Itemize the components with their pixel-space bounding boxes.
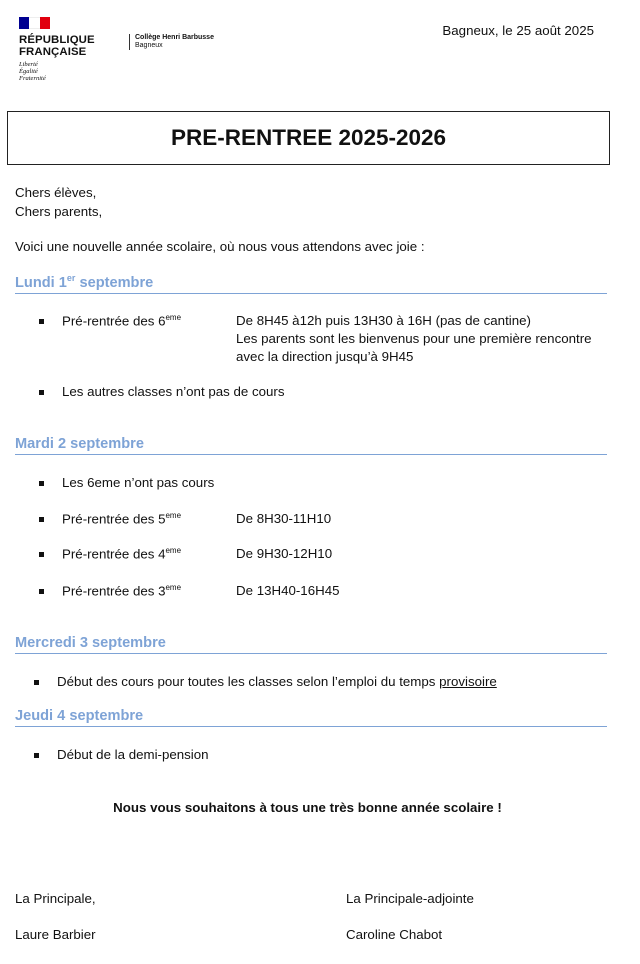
list-item-label: Les autres classes n’ont pas de cours [62,384,285,399]
college-name: Collège Henri Barbusse [135,34,214,41]
list-item-label: Pré-rentrée des 6eme [62,313,182,329]
list-item-detail: Les parents sont les bienvenus pour une première rencontre [236,331,592,346]
closing-message: Nous vous souhaitons à tous une très bonne année scolaire ! [113,800,502,815]
bullet-icon [39,517,44,522]
signature-right-role: La Principale-adjointe [346,891,474,906]
bullet-icon [39,552,44,557]
list-item-detail: De 8H45 à12h puis 13H30 à 16H (pas de cantine) [236,313,531,328]
list-item-detail: avec la direction jusqu’à 9H45 [236,349,414,364]
list-item-label: Début de la demi-pension [57,747,209,762]
college-city: Bagneux [135,42,163,49]
intro-text: Voici une nouvelle année scolaire, où nous vous attendons avec joie : [15,239,425,254]
list-item-detail: De 9H30-12H10 [236,546,333,561]
document-title: PRE-RENTREE 2025-2026 [170,125,447,150]
republic-motto: Liberté Égalité Fraternité [19,61,46,82]
list-item-detail: De 13H40-16H45 [236,583,340,598]
republic-name: RÉPUBLIQUE FRANÇAISE [19,34,95,58]
list-item-label: Pré-rentrée des 4eme [62,546,182,562]
list-item-label: Début des cours pour toutes les classes selon l’emploi du temps provisoire [57,674,497,689]
letter-date: Bagneux, le 25 août 2025 [442,23,594,38]
signature-left-name: Laure Barbier [15,927,96,942]
republique-francaise-logo [19,17,119,82]
bullet-icon [39,319,44,324]
bullet-icon [39,390,44,395]
signature-right-name: Caroline Chabot [346,927,443,942]
list-item-label: Les 6eme n’ont pas cours [62,475,215,490]
bullet-icon [39,589,44,594]
college-block [129,34,214,50]
bullet-icon [39,481,44,486]
signature-left-role: La Principale, [15,891,96,906]
list-item-detail: De 8H30-11H10 [236,511,332,526]
list-item-label: Pré-rentrée des 5eme [62,511,182,527]
section-heading-monday: Lundi 1er septembre [15,273,607,294]
section-heading-tuesday: Mardi 2 septembre [15,436,607,455]
section-heading-wednesday: Mercredi 3 septembre [15,635,607,654]
greeting-students: Chers élèves, [15,185,97,200]
bullet-icon [34,680,39,685]
section-heading-thursday: Jeudi 4 septembre [15,708,607,727]
french-flag-icon [19,17,50,29]
greeting-parents: Chers parents, [15,204,103,219]
bullet-icon [34,753,39,758]
title-box [7,111,610,165]
list-item-label: Pré-rentrée des 3eme [62,583,182,599]
